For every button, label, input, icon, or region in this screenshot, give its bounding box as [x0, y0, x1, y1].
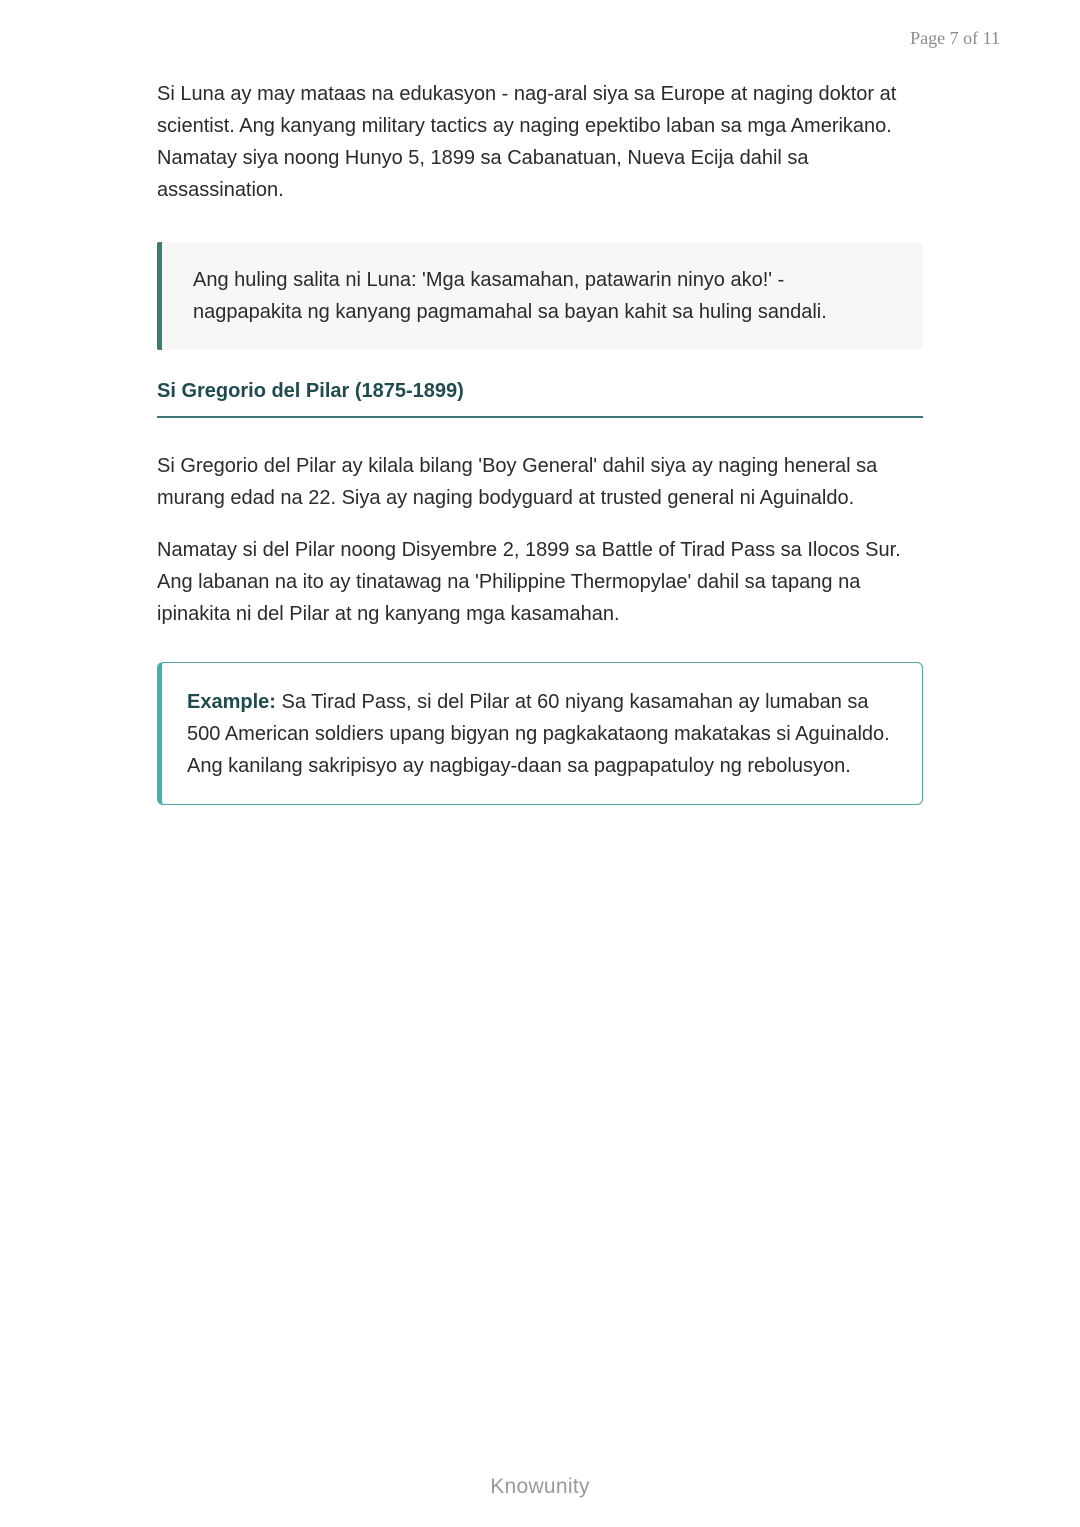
quote-text: Ang huling salita ni Luna: 'Mga kasamahan, patawarin ninyo ako!' - nagpapakita ng kanyang pagmamahal sa bayan kahit sa huling sandali. [193, 269, 827, 323]
intro-paragraph: Si Luna ay may mataas na edukasyon - nag-aral siya sa Europe at naging doktor at scientist. Ang kanyang military tactics ay naging epektibo laban sa mga Amerikano. Namatay siya noong Hunyo 5, 1899 sa Cabanatuan, Nueva Ecija dahil sa assassination. [157, 83, 897, 201]
section-heading: Si Gregorio del Pilar (1875-1899) [157, 380, 923, 418]
section-paragraph: Si Gregorio del Pilar ay kilala bilang 'Boy General' dahil siya ay naging heneral sa murang edad na 22. Siya ay naging bodyguard at trusted general ni Aguinaldo. [157, 455, 878, 509]
section-body [157, 450, 923, 630]
example-box [157, 662, 923, 805]
document-content [157, 78, 923, 805]
section-paragraph: Namatay si del Pilar noong Disyembre 2, 1899 sa Battle of Tirad Pass sa Ilocos Sur. Ang labanan na ito ay tinatawag na 'Philippine Thermopylae' dahil sa tapang na ipinakita ni del Pilar at ng kanyang mga kasamahan. [157, 539, 901, 625]
example-text: Sa Tirad Pass, si del Pilar at 60 niyang kasamahan ay lumaban sa 500 American soldiers upang bigyan ng pagkakataong makatakas si Aguinaldo. Ang kanilang sakripisyo ay nagbigay-daan sa pagpapatuloy ng rebolusyon. [187, 691, 890, 777]
page-number: Page 7 of 11 [910, 28, 1000, 48]
footer-brand-logo: Knowunity [490, 1475, 590, 1498]
example-label: Example: [187, 691, 276, 713]
quote-block [157, 242, 923, 350]
example-paragraph [187, 686, 894, 782]
